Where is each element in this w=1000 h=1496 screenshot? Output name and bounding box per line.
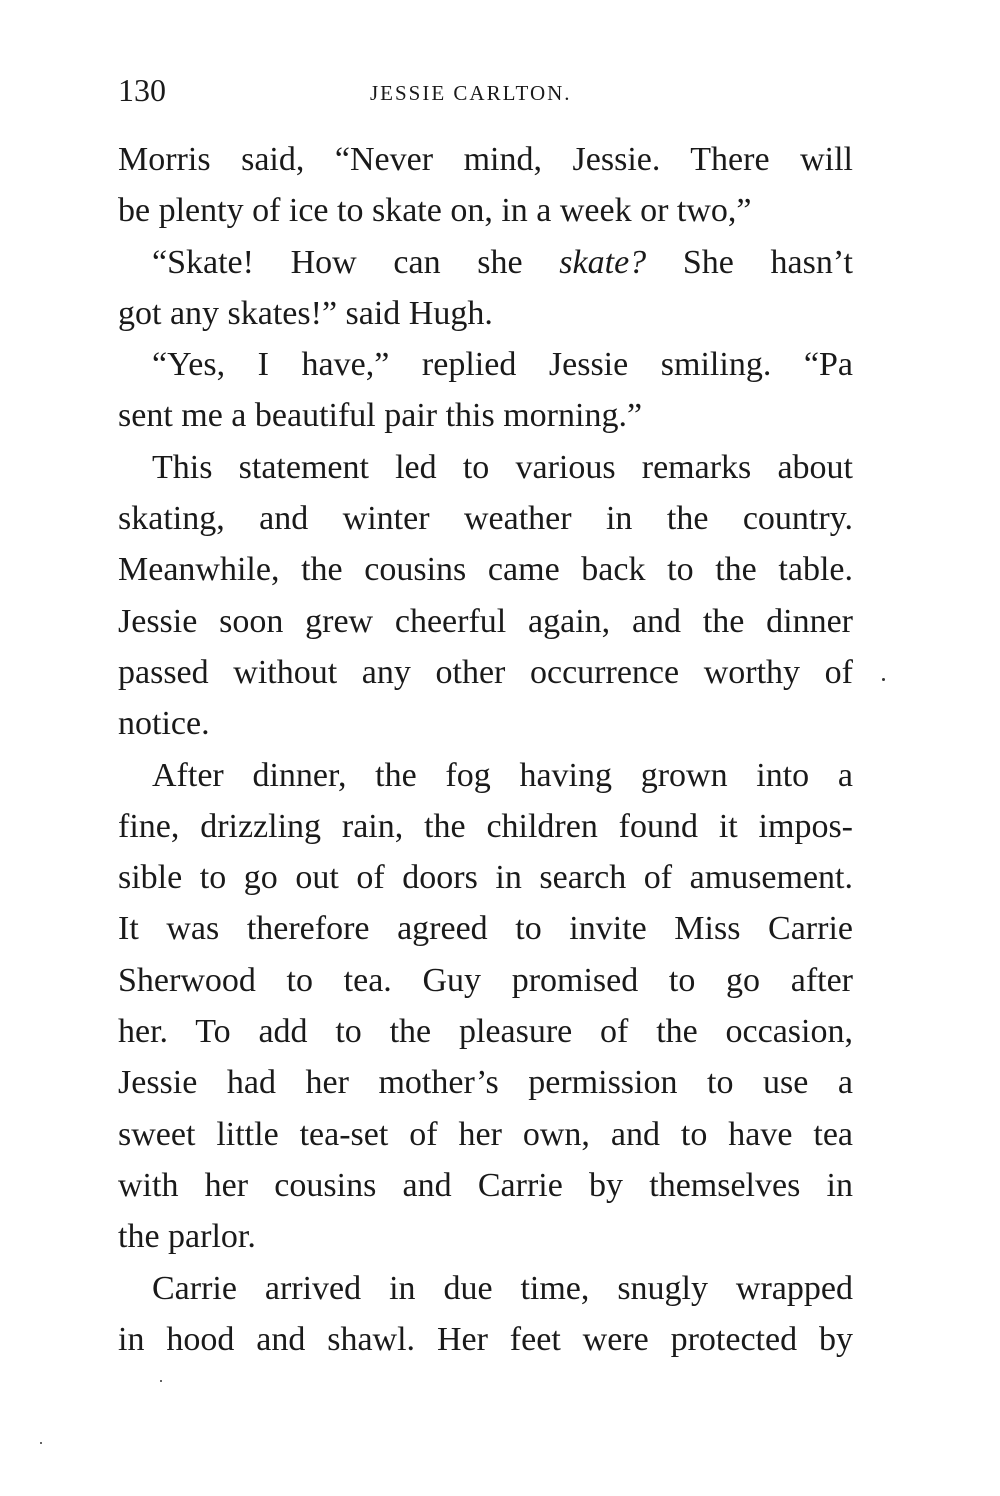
text-line: sible to go out of doors in search of amusement. bbox=[118, 859, 853, 897]
text-line: her. To add to the pleasure of the occasion, bbox=[118, 1013, 853, 1051]
text-line: be plenty of ice to skate on, in a week or two,” bbox=[118, 192, 752, 230]
text-line: After dinner, the fog having grown into a bbox=[152, 756, 853, 794]
paper-speck bbox=[160, 1380, 162, 1382]
text-line-segment: She hasn’t bbox=[646, 243, 853, 281]
text-line: It was therefore agreed to invite Miss Carrie bbox=[118, 910, 853, 948]
text-line: sweet little tea-set of her own, and to have tea bbox=[118, 1115, 853, 1153]
text-line: Carrie arrived in due time, snugly wrapped bbox=[152, 1269, 853, 1307]
text-line: notice. bbox=[118, 705, 210, 743]
text-line: Jessie soon grew cheerful again, and the dinner bbox=[118, 602, 853, 640]
text-line: Morris said, “Never mind, Jessie. There will bbox=[118, 141, 853, 178]
body-text bbox=[118, 140, 853, 1371]
text-line bbox=[118, 243, 853, 294]
text-line: got any skates!” said Hugh. bbox=[118, 294, 493, 332]
text-line: Meanwhile, the cousins came back to the table. bbox=[118, 551, 853, 589]
paper-speck bbox=[882, 678, 885, 681]
text-line: fine, drizzling rain, the children found it impos- bbox=[118, 807, 853, 845]
page-number: 130 bbox=[118, 72, 166, 108]
text-line: in hood and shawl. Her feet were protected by bbox=[118, 1320, 853, 1358]
text-line: skating, and winter weather in the country. bbox=[118, 500, 853, 538]
text-line-segment: “Skate! How can she bbox=[152, 243, 560, 281]
emphasized-word: skate? bbox=[559, 243, 647, 281]
running-title: JESSIE CARLTON. bbox=[370, 81, 572, 105]
text-line: “Yes, I have,” replied Jessie smiling. “Pa bbox=[152, 346, 853, 384]
text-line: Sherwood to tea. Guy promised to go after bbox=[118, 961, 853, 999]
text-line: the parlor. bbox=[118, 1218, 256, 1256]
text-line: passed without any other occurrence worthy of bbox=[118, 653, 853, 691]
text-line: This statement led to various remarks about bbox=[152, 448, 853, 486]
paper-speck bbox=[40, 1442, 42, 1444]
text-line: with her cousins and Carrie by themselves in bbox=[118, 1166, 853, 1204]
text-line: Jessie had her mother’s permission to use a bbox=[118, 1064, 853, 1102]
text-line: sent me a beautiful pair this morning.” bbox=[118, 397, 643, 435]
running-head bbox=[118, 72, 858, 112]
